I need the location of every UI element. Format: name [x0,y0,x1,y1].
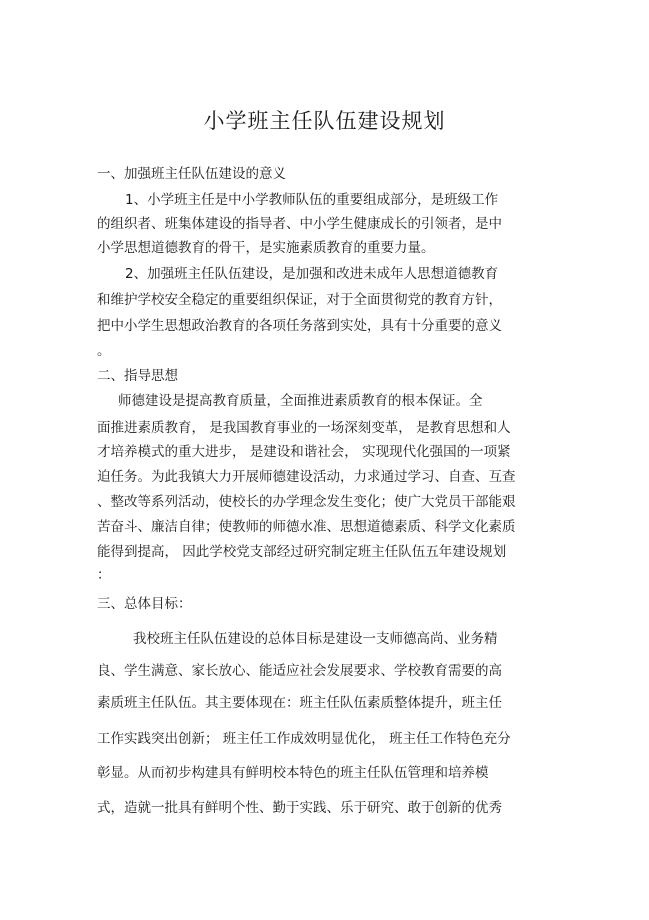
section-heading: 三、总体目标： [97,596,192,612]
paragraph-line: 师德建设是提高教育质量，全面推进素质教育的根本保证。全 [118,393,483,409]
paragraph-line: 、整改等系列活动，使校长的办学理念发生变化；使广大党员干部能艰 [97,494,516,510]
paragraph-line: 2、加强班主任队伍建设，是加强和改进未成年人思想道德教育 [125,266,499,282]
paragraph-line: 式，造就一批具有鲜明个性、勤于实践、乐于研究、敢于创新的优秀 [97,800,502,816]
paragraph-line: 工作实践突出创新； 班主任工作成效明显优化， 班主任工作特色充分 [97,731,511,747]
paragraph-line: ： [97,567,111,583]
paragraph-line: 的组织者、班集体建设的指导者、中小学生健康成长的引领者，是中 [97,216,502,232]
paragraph-line: 面推进素质教育， 是我国教育事业的一场深刻变革， 是教育思想和人 [97,420,511,436]
paragraph-line: 迫任务。为此我镇大力开展师德建设活动，力求通过学习、自查、互查 [97,469,516,485]
paragraph-line: 1、小学班主任是中小学教师队伍的重要组成部分，是班级工作 [125,192,499,208]
paragraph-line: 能得到提高， 因此学校党支部经过研究制定班主任队伍五年建设规划 [97,544,507,560]
paragraph-line: 才培养模式的重大进步， 是建设和谐社会， 实现现代化强国的一项紧 [97,444,511,460]
document-title: 小学班主任队伍建设规划 [203,109,446,133]
paragraph-line: 良、学生满意、家长放心、能适应社会发展要求、学校教育需要的高 [97,663,502,679]
paragraph-line: 把中小学生思想政治教育的各项任务落到实处，具有十分重要的意义 [97,318,502,334]
section-heading: 二、指导思想 [97,368,178,384]
paragraph-line: 苦奋斗、廉洁自律；使教师的师德水准、思想道德素质、科学文化素质 [97,519,516,535]
paragraph-line: 小学思想道德教育的骨干，是实施素质教育的重要力量。 [97,240,435,256]
paragraph-line: 素质班主任队伍。其主要体现在：班主任队伍素质整体提升，班主任 [97,695,502,711]
paragraph-line: 彰显。从而初步构建具有鲜明校本特色的班主任队伍管理和培养模 [97,765,489,781]
paragraph-line: 和维护学校安全稳定的重要组织保证，对于全面贯彻党的教育方针， [97,292,502,308]
paragraph-line: 。 [97,343,111,359]
section-heading: 一、加强班主任队伍建设的意义 [97,166,286,182]
paragraph-line: 我校班主任队伍建设的总体目标是建设一支师德高尚、业务精 [133,631,498,647]
